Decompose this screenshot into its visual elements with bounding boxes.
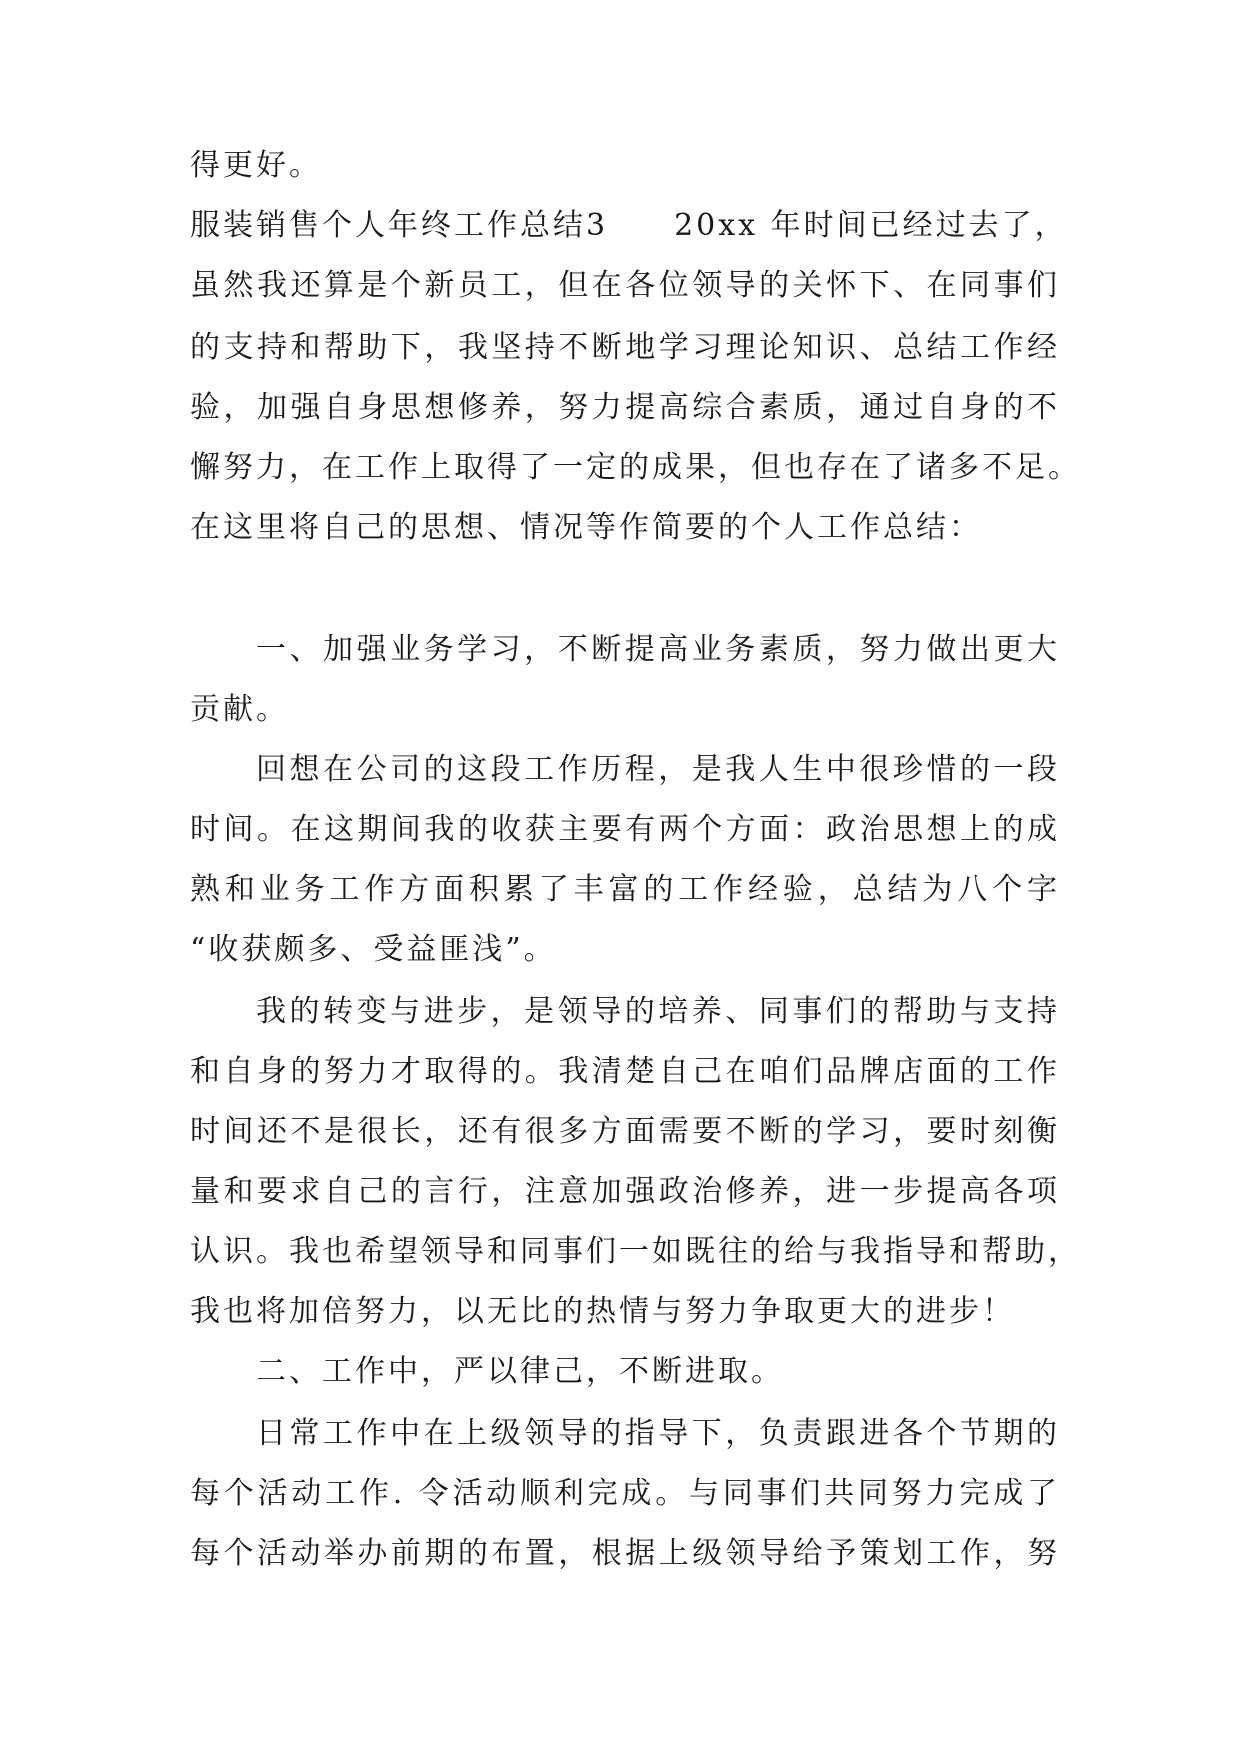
text-line: 每个活动工作. 令活动顺利完成。与同事们共同努力完成了 <box>190 1476 1060 1511</box>
text-line: “收获颇多、受益匪浅”。 <box>190 932 557 967</box>
text-line: 时间。在这期间我的收获主要有两个方面：政治思想上的成 <box>190 812 1060 847</box>
text-line: 量和要求自己的言行，注意加强政治修养，进一步提高各项 <box>190 1174 1060 1209</box>
text-line: 服装销售个人年终工作总结3 20xx 年时间已经过去了， <box>190 208 1068 243</box>
text-line: 懈努力，在工作上取得了一定的成果，但也存在了诸多不足。 <box>190 450 1081 485</box>
section-heading: 一、加强业务学习，不断提高业务素质，努力做出更大 <box>256 632 1060 667</box>
text-line: 时间还不是很长，还有很多方面需要不断的学习，要时刻衡 <box>190 1114 1060 1149</box>
text-line: 虽然我还算是个新员工，但在各位领导的关怀下、在同事们 <box>190 268 1060 303</box>
text-line: 和自身的努力才取得的。我清楚自己在咱们品牌店面的工作 <box>190 1054 1060 1089</box>
text-line: 回想在公司的这段工作历程，是我人生中很珍惜的一段 <box>256 752 1060 787</box>
text-line: 得更好。 <box>190 148 322 183</box>
text-line: 认识。我也希望领导和同事们一如既往的给与我指导和帮助， <box>190 1234 1081 1269</box>
text-line: 每个活动举办前期的布置，根据上级领导给予策划工作，努 <box>190 1536 1060 1571</box>
text-line: 我也将加倍努力，以无比的热情与努力争取更大的进步！ <box>190 1294 1015 1329</box>
text-line: 熟和业务工作方面积累了丰富的工作经验，总结为八个字 <box>190 872 1060 907</box>
text-line: 日常工作中在上级领导的指导下，负责跟进各个节期的 <box>256 1416 1060 1451</box>
text-line: 验，加强自身思想修养，努力提高综合素质，通过自身的不 <box>190 390 1060 425</box>
text-line: 在这里将自己的思想、情况等作简要的个人工作总结： <box>190 510 982 545</box>
text-line: 的支持和帮助下，我坚持不断地学习理论知识、总结工作经 <box>190 330 1060 365</box>
section-heading: 二、工作中，严以律己，不断进取。 <box>256 1354 784 1389</box>
text-line: 我的转变与进步，是领导的培养、同事们的帮助与支持 <box>256 994 1060 1029</box>
text-line: 贡献。 <box>190 692 289 727</box>
